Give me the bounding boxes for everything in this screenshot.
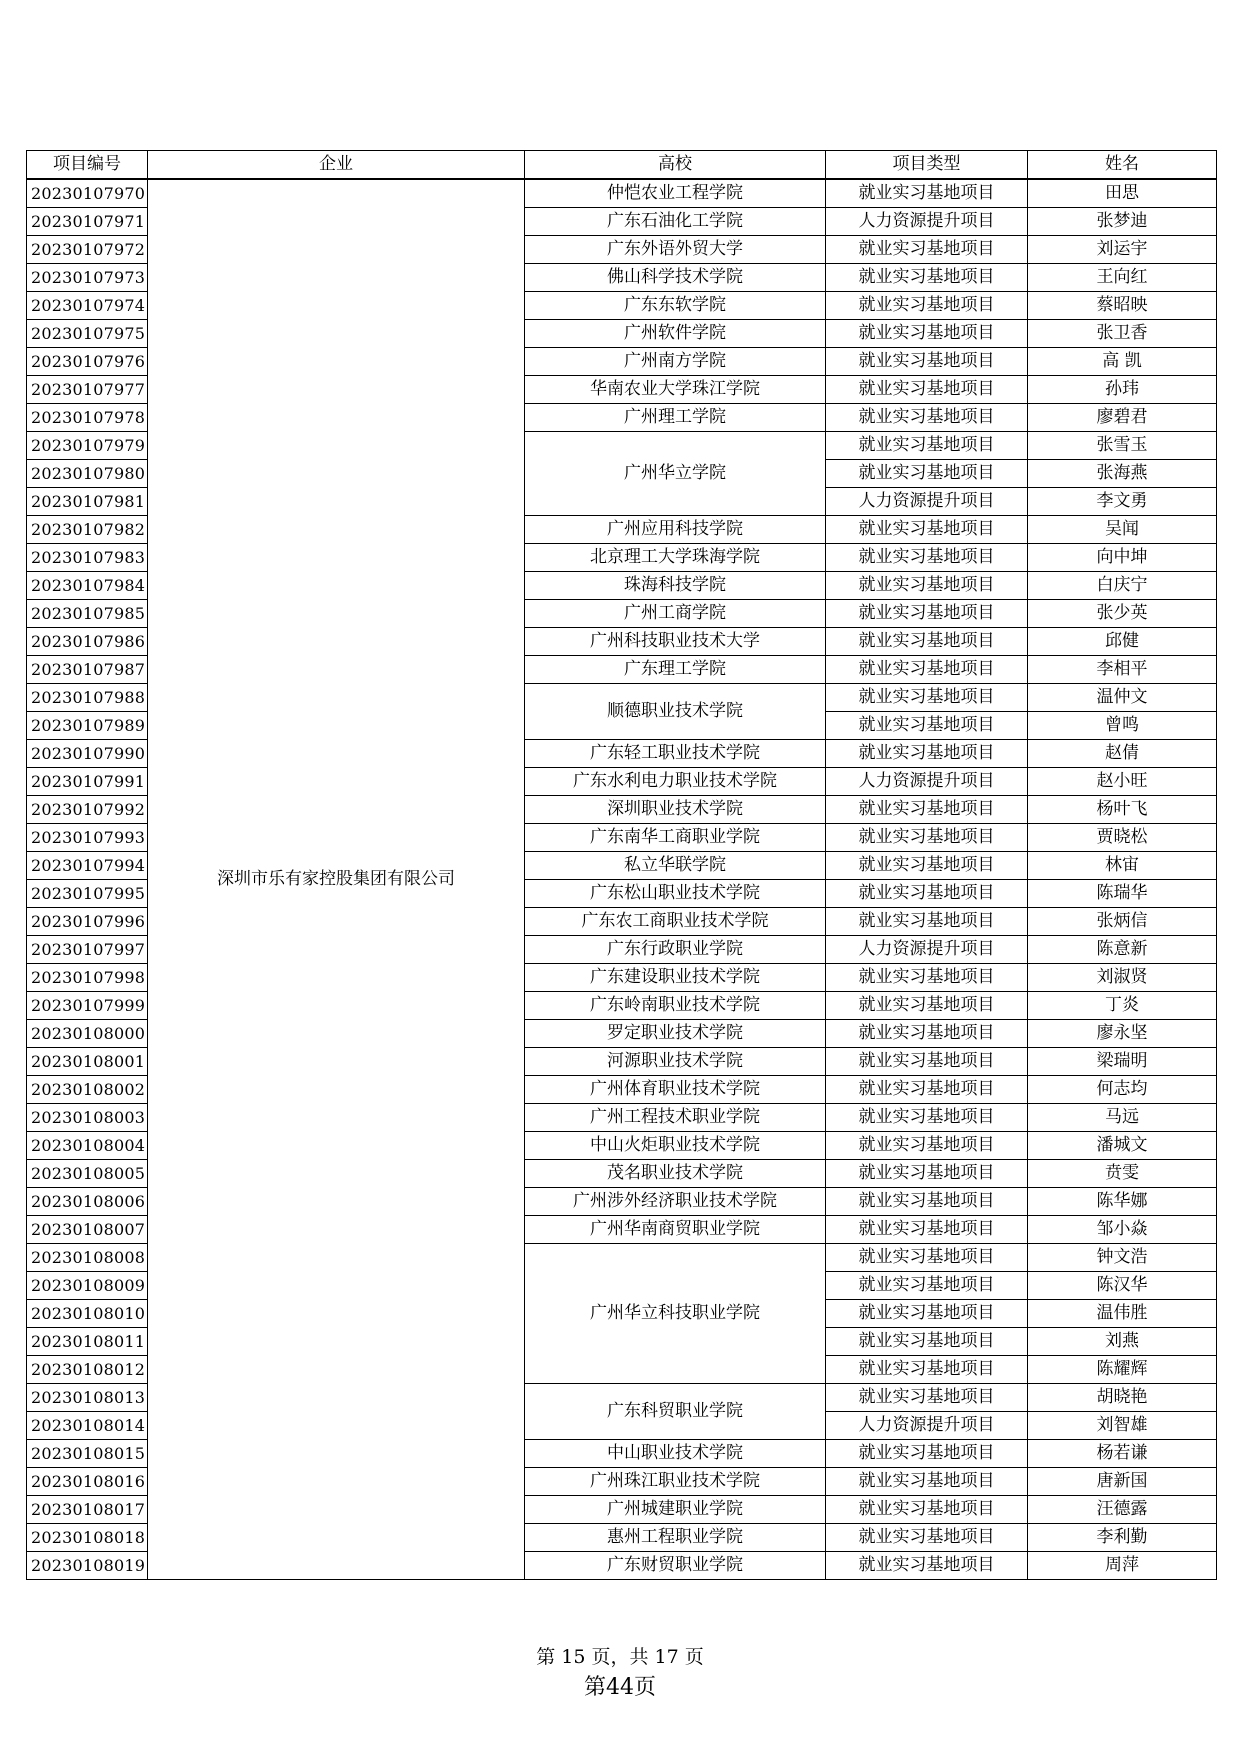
person-name-cell: 王向红 [1028, 264, 1217, 292]
project-id-cell: 20230107989 [27, 712, 148, 740]
project-type-cell: 就业实习基地项目 [826, 1076, 1028, 1104]
person-name-cell: 杨若谦 [1028, 1440, 1217, 1468]
school-cell: 广东建设职业技术学院 [525, 964, 826, 992]
person-name-cell: 李利勤 [1028, 1524, 1217, 1552]
person-name-cell: 温仲文 [1028, 684, 1217, 712]
person-name-cell: 潘城文 [1028, 1132, 1217, 1160]
project-id-cell: 20230107992 [27, 796, 148, 824]
project-type-cell: 就业实习基地项目 [826, 348, 1028, 376]
header-project-type: 项目类型 [826, 151, 1028, 180]
project-type-cell: 就业实习基地项目 [826, 1216, 1028, 1244]
person-name-cell: 刘运宇 [1028, 236, 1217, 264]
school-cell: 广东外语外贸大学 [525, 236, 826, 264]
project-type-cell: 就业实习基地项目 [826, 1048, 1028, 1076]
project-id-cell: 20230107985 [27, 600, 148, 628]
person-name-cell: 陈汉华 [1028, 1272, 1217, 1300]
project-id-cell: 20230107983 [27, 544, 148, 572]
project-type-cell: 就业实习基地项目 [826, 796, 1028, 824]
project-type-cell: 就业实习基地项目 [826, 824, 1028, 852]
school-cell: 广东岭南职业技术学院 [525, 992, 826, 1020]
school-cell: 广东松山职业技术学院 [525, 880, 826, 908]
project-id-cell: 20230107991 [27, 768, 148, 796]
person-name-cell: 贲雯 [1028, 1160, 1217, 1188]
project-type-cell: 人力资源提升项目 [826, 936, 1028, 964]
school-cell: 中山火炬职业技术学院 [525, 1132, 826, 1160]
person-name-cell: 蔡昭映 [1028, 292, 1217, 320]
project-id-cell: 20230108017 [27, 1496, 148, 1524]
person-name-cell: 陈耀辉 [1028, 1356, 1217, 1384]
project-id-cell: 20230107977 [27, 376, 148, 404]
project-type-cell: 就业实习基地项目 [826, 600, 1028, 628]
project-id-cell: 20230107994 [27, 852, 148, 880]
person-name-cell: 陈意新 [1028, 936, 1217, 964]
project-id-cell: 20230108007 [27, 1216, 148, 1244]
project-type-cell: 就业实习基地项目 [826, 1104, 1028, 1132]
person-name-cell: 廖永坚 [1028, 1020, 1217, 1048]
project-table [26, 150, 1217, 1580]
project-type-cell: 就业实习基地项目 [826, 656, 1028, 684]
school-cell: 广东理工学院 [525, 656, 826, 684]
project-type-cell: 就业实习基地项目 [826, 908, 1028, 936]
project-type-cell: 就业实习基地项目 [826, 1384, 1028, 1412]
school-cell: 广州工程技术职业学院 [525, 1104, 826, 1132]
school-cell: 广州城建职业学院 [525, 1496, 826, 1524]
project-type-cell: 就业实习基地项目 [826, 516, 1028, 544]
school-cell: 广州华立科技职业学院 [525, 1244, 826, 1384]
project-type-cell: 就业实习基地项目 [826, 880, 1028, 908]
project-type-cell: 就业实习基地项目 [826, 572, 1028, 600]
project-id-cell: 20230107998 [27, 964, 148, 992]
project-id-cell: 20230107988 [27, 684, 148, 712]
person-name-cell: 丁炎 [1028, 992, 1217, 1020]
person-name-cell: 赵小旺 [1028, 768, 1217, 796]
project-id-cell: 20230107981 [27, 488, 148, 516]
person-name-cell: 张卫香 [1028, 320, 1217, 348]
company-cell: 深圳市乐有家控股集团有限公司 [148, 179, 525, 1580]
project-id-cell: 20230107986 [27, 628, 148, 656]
project-id-cell: 20230108001 [27, 1048, 148, 1076]
person-name-cell: 赵倩 [1028, 740, 1217, 768]
project-id-cell: 20230107978 [27, 404, 148, 432]
project-type-cell: 就业实习基地项目 [826, 1552, 1028, 1580]
school-cell: 罗定职业技术学院 [525, 1020, 826, 1048]
project-id-cell: 20230108000 [27, 1020, 148, 1048]
project-type-cell: 就业实习基地项目 [826, 1468, 1028, 1496]
person-name-cell: 张雪玉 [1028, 432, 1217, 460]
project-id-cell: 20230108012 [27, 1356, 148, 1384]
project-id-cell: 20230107979 [27, 432, 148, 460]
project-id-cell: 20230108009 [27, 1272, 148, 1300]
school-cell: 广州涉外经济职业技术学院 [525, 1188, 826, 1216]
person-name-cell: 陈华娜 [1028, 1188, 1217, 1216]
school-cell: 广州科技职业技术大学 [525, 628, 826, 656]
table-body [27, 179, 1217, 1580]
school-cell: 私立华联学院 [525, 852, 826, 880]
person-name-cell: 陈瑞华 [1028, 880, 1217, 908]
project-type-cell: 就业实习基地项目 [826, 1244, 1028, 1272]
school-cell: 茂名职业技术学院 [525, 1160, 826, 1188]
person-name-cell: 吴闻 [1028, 516, 1217, 544]
school-cell: 广东科贸职业学院 [525, 1384, 826, 1440]
project-id-cell: 20230108005 [27, 1160, 148, 1188]
person-name-cell: 向中坤 [1028, 544, 1217, 572]
project-id-cell: 20230108003 [27, 1104, 148, 1132]
project-id-cell: 20230107999 [27, 992, 148, 1020]
person-name-cell: 胡晓艳 [1028, 1384, 1217, 1412]
school-cell: 惠州工程职业学院 [525, 1524, 826, 1552]
school-cell: 广州应用科技学院 [525, 516, 826, 544]
project-id-cell: 20230107974 [27, 292, 148, 320]
person-name-cell: 林宙 [1028, 852, 1217, 880]
project-id-cell: 20230107987 [27, 656, 148, 684]
project-id-cell: 20230108018 [27, 1524, 148, 1552]
school-cell: 北京理工大学珠海学院 [525, 544, 826, 572]
person-name-cell: 邹小焱 [1028, 1216, 1217, 1244]
project-type-cell: 就业实习基地项目 [826, 628, 1028, 656]
school-cell: 广东行政职业学院 [525, 936, 826, 964]
page-number: 第 15 页，共 17 页 [536, 1646, 704, 1668]
school-cell: 广东水利电力职业技术学院 [525, 768, 826, 796]
project-type-cell: 人力资源提升项目 [826, 768, 1028, 796]
school-cell: 华南农业大学珠江学院 [525, 376, 826, 404]
project-id-cell: 20230107990 [27, 740, 148, 768]
school-cell: 广州南方学院 [525, 348, 826, 376]
total-page-number: 第44页 [584, 1675, 656, 1700]
project-type-cell: 就业实习基地项目 [826, 1132, 1028, 1160]
project-type-cell: 就业实习基地项目 [826, 740, 1028, 768]
project-type-cell: 人力资源提升项目 [826, 488, 1028, 516]
school-cell: 广州体育职业技术学院 [525, 1076, 826, 1104]
project-type-cell: 就业实习基地项目 [826, 964, 1028, 992]
project-id-cell: 20230108004 [27, 1132, 148, 1160]
header-company: 企业 [148, 151, 525, 180]
project-type-cell: 人力资源提升项目 [826, 1412, 1028, 1440]
project-type-cell: 就业实习基地项目 [826, 544, 1028, 572]
person-name-cell: 贾晓松 [1028, 824, 1217, 852]
project-type-cell: 就业实习基地项目 [826, 320, 1028, 348]
person-name-cell: 马远 [1028, 1104, 1217, 1132]
person-name-cell: 钟文浩 [1028, 1244, 1217, 1272]
school-cell: 深圳职业技术学院 [525, 796, 826, 824]
school-cell: 广东东软学院 [525, 292, 826, 320]
project-id-cell: 20230107971 [27, 208, 148, 236]
school-cell: 佛山科学技术学院 [525, 264, 826, 292]
school-cell: 仲恺农业工程学院 [525, 179, 826, 208]
person-name-cell: 张海燕 [1028, 460, 1217, 488]
school-cell: 珠海科技学院 [525, 572, 826, 600]
header-project-id: 项目编号 [27, 151, 148, 180]
person-name-cell: 周萍 [1028, 1552, 1217, 1580]
table-row [27, 179, 1217, 208]
project-id-cell: 20230108011 [27, 1328, 148, 1356]
person-name-cell: 张炳信 [1028, 908, 1217, 936]
person-name-cell: 刘智雄 [1028, 1412, 1217, 1440]
project-type-cell: 就业实习基地项目 [826, 1272, 1028, 1300]
project-id-cell: 20230108013 [27, 1384, 148, 1412]
project-type-cell: 就业实习基地项目 [826, 376, 1028, 404]
project-type-cell: 就业实习基地项目 [826, 1300, 1028, 1328]
person-name-cell: 张少英 [1028, 600, 1217, 628]
person-name-cell: 唐新国 [1028, 1468, 1217, 1496]
project-id-cell: 20230108002 [27, 1076, 148, 1104]
project-id-cell: 20230107975 [27, 320, 148, 348]
project-id-cell: 20230107997 [27, 936, 148, 964]
project-type-cell: 就业实习基地项目 [826, 852, 1028, 880]
school-cell: 中山职业技术学院 [525, 1440, 826, 1468]
project-type-cell: 就业实习基地项目 [826, 1188, 1028, 1216]
person-name-cell: 白庆宁 [1028, 572, 1217, 600]
project-type-cell: 就业实习基地项目 [826, 404, 1028, 432]
project-id-cell: 20230107970 [27, 179, 148, 208]
school-cell: 河源职业技术学院 [525, 1048, 826, 1076]
project-id-cell: 20230108010 [27, 1300, 148, 1328]
project-type-cell: 就业实习基地项目 [826, 1160, 1028, 1188]
project-id-cell: 20230107996 [27, 908, 148, 936]
table-header-row [27, 151, 1217, 180]
project-id-cell: 20230108019 [27, 1552, 148, 1580]
person-name-cell: 李相平 [1028, 656, 1217, 684]
school-cell: 广东石油化工学院 [525, 208, 826, 236]
person-name-cell: 温伟胜 [1028, 1300, 1217, 1328]
project-id-cell: 20230108006 [27, 1188, 148, 1216]
project-type-cell: 就业实习基地项目 [826, 1440, 1028, 1468]
project-type-cell: 就业实习基地项目 [826, 179, 1028, 208]
project-id-cell: 20230107982 [27, 516, 148, 544]
person-name-cell: 田思 [1028, 179, 1217, 208]
person-name-cell: 何志均 [1028, 1076, 1217, 1104]
person-name-cell: 曾鸣 [1028, 712, 1217, 740]
person-name-cell: 高 凯 [1028, 348, 1217, 376]
school-cell: 广州理工学院 [525, 404, 826, 432]
project-id-cell: 20230108015 [27, 1440, 148, 1468]
project-id-cell: 20230107972 [27, 236, 148, 264]
project-type-cell: 就业实习基地项目 [826, 712, 1028, 740]
school-cell: 广东南华工商职业学院 [525, 824, 826, 852]
header-name: 姓名 [1028, 151, 1217, 180]
project-type-cell: 就业实习基地项目 [826, 1496, 1028, 1524]
project-id-cell: 20230107995 [27, 880, 148, 908]
person-name-cell: 刘淑贤 [1028, 964, 1217, 992]
school-cell: 顺德职业技术学院 [525, 684, 826, 740]
project-type-cell: 人力资源提升项目 [826, 208, 1028, 236]
project-id-cell: 20230107993 [27, 824, 148, 852]
person-name-cell: 邱健 [1028, 628, 1217, 656]
project-id-cell: 20230107980 [27, 460, 148, 488]
project-id-cell: 20230108016 [27, 1468, 148, 1496]
school-cell: 广东轻工职业技术学院 [525, 740, 826, 768]
project-type-cell: 就业实习基地项目 [826, 1328, 1028, 1356]
project-id-cell: 20230108014 [27, 1412, 148, 1440]
person-name-cell: 张梦迪 [1028, 208, 1217, 236]
person-name-cell: 刘燕 [1028, 1328, 1217, 1356]
person-name-cell: 孙玮 [1028, 376, 1217, 404]
school-cell: 广东财贸职业学院 [525, 1552, 826, 1580]
project-type-cell: 就业实习基地项目 [826, 1020, 1028, 1048]
project-type-cell: 就业实习基地项目 [826, 460, 1028, 488]
project-id-cell: 20230108008 [27, 1244, 148, 1272]
person-name-cell: 梁瑞明 [1028, 1048, 1217, 1076]
header-school: 高校 [525, 151, 826, 180]
school-cell: 广州珠江职业技术学院 [525, 1468, 826, 1496]
school-cell: 广州华南商贸职业学院 [525, 1216, 826, 1244]
person-name-cell: 汪德露 [1028, 1496, 1217, 1524]
project-type-cell: 就业实习基地项目 [826, 1524, 1028, 1552]
project-type-cell: 就业实习基地项目 [826, 264, 1028, 292]
school-cell: 广州华立学院 [525, 432, 826, 516]
project-type-cell: 就业实习基地项目 [826, 684, 1028, 712]
project-type-cell: 就业实习基地项目 [826, 292, 1028, 320]
school-cell: 广州软件学院 [525, 320, 826, 348]
school-cell: 广州工商学院 [525, 600, 826, 628]
project-id-cell: 20230107976 [27, 348, 148, 376]
project-type-cell: 就业实习基地项目 [826, 1356, 1028, 1384]
person-name-cell: 李文勇 [1028, 488, 1217, 516]
project-type-cell: 就业实习基地项目 [826, 992, 1028, 1020]
school-cell: 广东农工商职业技术学院 [525, 908, 826, 936]
project-type-cell: 就业实习基地项目 [826, 236, 1028, 264]
project-type-cell: 就业实习基地项目 [826, 432, 1028, 460]
person-name-cell: 杨叶飞 [1028, 796, 1217, 824]
project-id-cell: 20230107973 [27, 264, 148, 292]
person-name-cell: 廖碧君 [1028, 404, 1217, 432]
project-id-cell: 20230107984 [27, 572, 148, 600]
